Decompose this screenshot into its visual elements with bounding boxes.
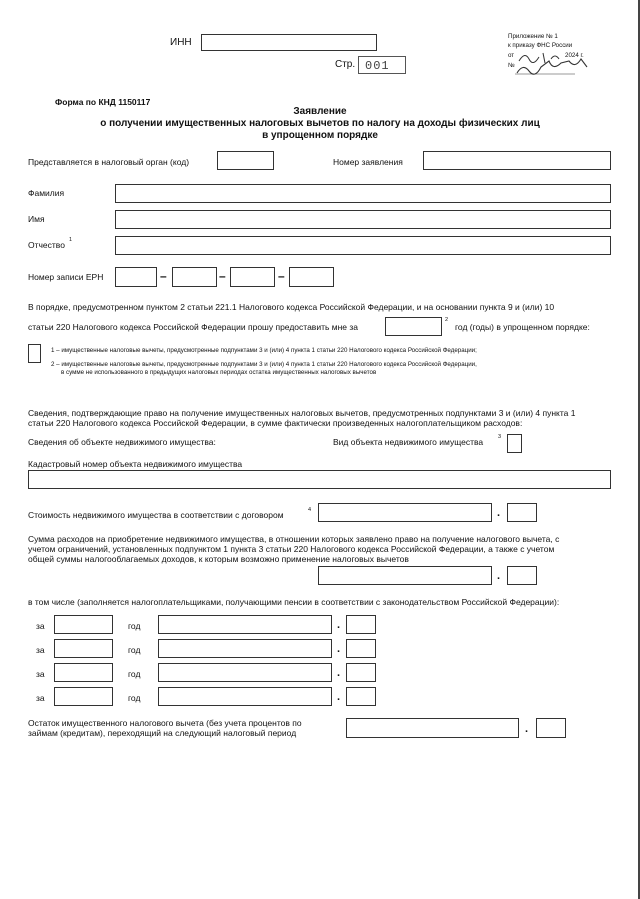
row3-year-input[interactable] [158,663,332,682]
row1-decimal: . [337,619,341,631]
appendix-year: 2024 г. [565,52,584,59]
appendix-line1: Приложение № 1 [508,33,558,40]
row3-kopecks-input[interactable] [346,663,376,682]
form-code: Форма по КНД 1150117 [55,97,151,107]
tax-authority-input[interactable] [217,151,274,170]
option-2-line2: в сумме не использованного в предыдущих налоговых периодах остатка имущественных налоговых вычетов [61,369,377,376]
row-for-label: за [36,693,45,703]
title-line2: о получении имущественных налоговых вычетов по налогу на доходы физических лиц [100,118,540,129]
surname-input[interactable] [115,184,611,203]
page-number: 001 [365,59,390,73]
ern-separator: – [278,269,285,283]
title-line1: Заявление [293,106,347,117]
row2-year-input[interactable] [158,639,332,658]
row2-amount-input[interactable] [54,639,113,658]
option-2-line1: 2 – имущественные налоговые вычеты, предусмотренные подпунктами 3 и (или) 4 пункта 1 статьи 220 Налогового кодекса Российской Федерации, [51,361,477,368]
object-info-label: Сведения об объекте недвижимого имущества: [28,437,216,447]
expenses-line2: учетом ограничений, установленных подпунктом 1 пункта 3 статьи 220 Налогового кодекса Российской Федерации, а также с учетом [28,544,555,554]
appendix-line2: к приказу ФНС России [508,42,573,49]
procedure-text-line2: статьи 220 Налогового кодекса Российской Федерации прошу предоставить мне за [28,322,359,332]
name-input[interactable] [115,210,611,229]
patronymic-label: Отчество [28,240,65,250]
appendix-from: от [508,52,515,59]
ern-separator: – [160,269,167,283]
row4-kopecks-input[interactable] [346,687,376,706]
deduction-type-input[interactable] [28,344,41,363]
expenses-line1: Сумма расходов на приобретение недвижимого имущества, в отношении которых заявлено право на получение налогового вычета, с [28,534,560,544]
ern-label: Номер записи ЕРН [28,272,104,282]
ern-part1-input[interactable] [115,267,157,287]
title-line3: в упрощенном порядке [262,130,378,141]
row4-decimal: . [337,691,341,703]
handwritten-order-number [515,47,595,77]
including-label: в том числе (заполняется налогоплательщиками, получающими пенсии в соответствии с законодательством Российской Федерации): [28,597,560,607]
appendix-number: № [508,62,515,69]
patronymic-footnote: 1 [69,237,73,243]
cadastral-input[interactable] [28,470,611,489]
inn-input[interactable] [201,34,377,51]
option-1: 1 – имущественные налоговые вычеты, предусмотренные подпунктами 3 и (или) 4 пункта 1 статьи 220 Налогового кодекса Российской Федерации; [51,347,477,354]
row1-year-input[interactable] [158,615,332,634]
page-number-field [358,56,406,74]
surname-label: Фамилия [28,188,65,198]
cost-footnote: 4 [308,507,312,513]
row1-kopecks-input[interactable] [346,615,376,634]
ern-separator: – [219,269,226,283]
remainder-line2: займам (кредитам), переходящий на следующий налоговый период [28,728,297,738]
cost-decimal: . [497,507,501,519]
ern-part4-input[interactable] [289,267,334,287]
row-year-label: год [128,693,141,703]
inn-label: ИНН [170,37,192,48]
ern-part3-input[interactable] [230,267,275,287]
procedure-text-line2b: год (годы) в упрощенном порядке: [455,322,590,332]
row2-decimal: . [337,643,341,655]
row-for-label: за [36,669,45,679]
name-label: Имя [28,214,45,224]
row4-year-input[interactable] [158,687,332,706]
cost-label: Стоимость недвижимого имущества в соответствии с договором [28,510,284,520]
tax-authority-label: Представляется в налоговый орган (код) [28,157,190,167]
row3-amount-input[interactable] [54,663,113,682]
application-number-input[interactable] [423,151,611,170]
page-label: Стр. [335,59,356,70]
object-type-footnote: 3 [498,434,502,440]
row-for-label: за [36,621,45,631]
remainder-kopecks-input[interactable] [536,718,566,738]
object-type-input[interactable] [507,434,522,453]
remainder-input[interactable] [346,718,519,738]
year-footnote: 2 [445,317,449,323]
cost-kopecks-input[interactable] [507,503,537,522]
remainder-decimal: . [525,723,529,735]
row-year-label: год [128,621,141,631]
year-input[interactable] [385,317,442,336]
property-intro-line2: статьи 220 Налогового кодекса Российской Федерации, в сумме фактически произведенных налогоплательщиком расходов: [28,418,523,428]
cadastral-label: Кадастровый номер объекта недвижимого имущества [28,459,243,469]
row2-kopecks-input[interactable] [346,639,376,658]
expenses-input[interactable] [318,566,492,585]
expenses-line3: общей суммы налогооблагаемых доходов, к которым возможно применение налоговых вычетов [28,554,409,564]
application-number-label: Номер заявления [333,157,403,167]
remainder-line1: Остаток имущественного налогового вычета (без учета процентов по [28,718,302,728]
ern-part2-input[interactable] [172,267,217,287]
expenses-kopecks-input[interactable] [507,566,537,585]
patronymic-input[interactable] [115,236,611,255]
row-for-label: за [36,645,45,655]
property-intro-line1: Сведения, подтверждающие право на получение имущественных налоговых вычетов, предусмотренных подпунктами 3 и (или) 4 пункта 1 [28,408,576,418]
row4-amount-input[interactable] [54,687,113,706]
object-type-label: Вид объекта недвижимого имущества [333,437,484,447]
row-year-label: год [128,645,141,655]
expenses-decimal: . [497,570,501,582]
row3-decimal: . [337,667,341,679]
cost-input[interactable] [318,503,492,522]
row-year-label: год [128,669,141,679]
row1-amount-input[interactable] [54,615,113,634]
procedure-text-line1: В порядке, предусмотренном пунктом 2 статьи 221.1 Налогового кодекса Российской Федерации, и на основании пункта 9 и (или) 10 [28,302,555,312]
